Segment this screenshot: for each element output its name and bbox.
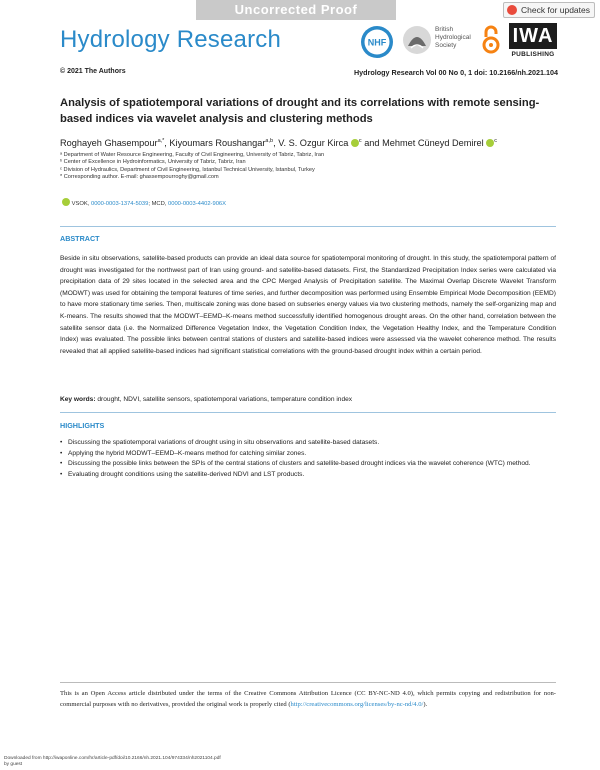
divider: [60, 682, 556, 683]
author-name[interactable]: Kiyoumars Roushangar: [169, 138, 266, 149]
orcid-link[interactable]: 0000-0003-4402-906X: [168, 201, 227, 207]
proof-banner: [196, 0, 396, 20]
divider: [60, 412, 556, 413]
open-access-icon: [482, 25, 500, 55]
affiliation-c: ᶜ Division of Hydraulics, Department of Civil Engineering, Istanbul Technical University, Istanbul, Turkey: [60, 166, 315, 173]
orcid-label: ; MCD,: [148, 201, 168, 207]
author-separator: ,: [273, 138, 279, 149]
iwa-publishing-logo: [509, 23, 557, 59]
download-footer: [4, 756, 221, 768]
author-name[interactable]: Mehmet Cüneyd Demirel: [382, 138, 484, 149]
affiliations: [60, 152, 560, 181]
abstract-text: Beside in situ observations, satellite-based products can provide an ideal data source for spatiotemporal monitoring of drought. In this study, the spatiotemporal pattern of drought was investigated for the northwest part of Iran using ground- and satellite-based datasets. First, the Standardized Precipitation Index series were calculated via precipitation data of 29 sites located in the selected area and the CPC Merged Analysis of Precipitation satellite. The Maximal Overlap Discrete Wavelet Transform (MODWT) was used for obtaining the temporal features of time series, and further decomposition was performed using Ensemble Empirical Mode Decomposition (EEMD) to have more stationary time series. Then, multiscale zoning was done based on subseries energy values via two clustering methods, namely the self-organizing map and K-means. The results showed that the MODWT–EEMD–K-means method successfully identified homogenous drought areas. On the other hand, correlation between the satellite sensor data (i.e. the Normalized Difference Vegetation Index, the Vegetation Condition Index, the Vegetation Healthy Index, and the Temperature Condition Index) was evaluated. The possible links between central stations of clusters and satellite-based indices were assessed via the wavelet coherence method. The results revealed that all applied satellite-based indices had significant statistical correlations with the ground-based drought index within a certain period.: [60, 255, 556, 355]
author-affiliation-mark: a,*: [157, 138, 165, 144]
bullet-icon: •: [60, 449, 63, 457]
author-separator: ,: [164, 138, 170, 149]
highlight-item: [60, 459, 556, 470]
bullet-icon: •: [60, 470, 63, 478]
iwa-logo-text: IWA: [509, 23, 557, 49]
bullet-icon: •: [60, 460, 63, 467]
highlight-text: Evaluating drought conditions using the satellite-derived NDVI and LST products.: [68, 470, 305, 478]
nhf-logo: [360, 25, 394, 59]
affiliation-a: ᵃ Department of Water Resource Engineering, Faculty of Civil Engineering, University of Tabriz, Tabriz, Iran: [60, 152, 325, 158]
orcid-icon: [62, 198, 70, 206]
proof-banner-label: Uncorrected Proof: [234, 2, 358, 17]
bhs-emblem-icon: [402, 24, 432, 56]
author-affiliation-mark: a,b: [265, 138, 274, 144]
author-name[interactable]: Roghayeh Ghasempour: [60, 138, 158, 149]
author-list: [60, 138, 560, 148]
keywords-label: Key words:: [60, 396, 96, 403]
crossmark-icon: [507, 5, 517, 15]
check-updates-label: Check for updates: [521, 5, 590, 15]
author-separator: and: [361, 138, 383, 149]
article-title: Analysis of spatiotemporal variations of drought and its correlations with remote sensing-based indices via wavelet analysis and clustering methods: [60, 97, 540, 125]
journal-name: Hydrology Research: [60, 26, 282, 53]
highlights-list: [60, 438, 556, 480]
highlight-item: [60, 470, 556, 481]
author-name[interactable]: V. S. Ozgur Kirca: [278, 138, 349, 149]
license-body: This is an Open Access article distributed under the terms of the Creative Commons Attribution Licence (CC BY-NC-ND 4.0), which permits copying and redistribution for non-commercial purposes with no derivatives, provided the original work is properly cited (: [60, 690, 556, 708]
bhs-line-2: Hydrological: [435, 34, 471, 41]
bullet-icon: •: [60, 439, 63, 446]
highlight-item: [60, 449, 556, 460]
copyright: © 2021 The Authors: [60, 68, 126, 75]
highlights-heading: HIGHLIGHTS: [60, 421, 105, 430]
license-end: ).: [423, 701, 428, 708]
orcid-label: VSOK,: [71, 201, 91, 207]
download-guest-line: by guest: [4, 762, 23, 767]
highlight-text: Applying the hybrid MODWT–EEMD–K-means method for catching similar zones.: [68, 449, 307, 457]
orcid-line: [62, 198, 226, 207]
affiliation-b: ᵇ Center of Excellence in Hydroinformatics, University of Tabriz, Tabriz, Iran: [60, 159, 246, 166]
author-affiliation-mark: c: [358, 138, 362, 144]
abstract-heading: ABSTRACT: [60, 234, 100, 243]
bhs-logo: [402, 24, 474, 58]
highlight-item: [60, 438, 556, 449]
download-url-line: Downloaded from http://iwaponline.com/hr/article-pdf/doi/10.2166/nh.2021.104/974334/nh2021104.pdf: [4, 756, 221, 761]
orcid-link[interactable]: 0000-0003-1374-5039: [90, 201, 149, 207]
check-updates-button[interactable]: [503, 2, 595, 18]
corresponding-author: * Corresponding author. E-mail: ghassempourroghy@gmail.com: [60, 173, 219, 180]
orcid-icon[interactable]: [351, 139, 359, 147]
iwa-logo-subtext: PUBLISHING: [511, 51, 555, 58]
keywords-list: drought, NDVI, satellite sensors, spatiotemporal variations, temperature condition index: [95, 396, 353, 403]
license-link[interactable]: http://creativecommons.org/licenses/by-nc-nd/4.0/: [290, 701, 424, 708]
author-affiliation-mark: c: [494, 138, 498, 144]
keywords: [60, 396, 556, 403]
citation: Hydrology Research Vol 00 No 0, 1 doi: 10.2166/nh.2021.104: [353, 68, 558, 77]
nhf-logo-text: NHF: [367, 37, 387, 48]
divider: [60, 226, 556, 227]
bhs-line-1: British: [435, 26, 454, 33]
highlight-text: Discussing the possible links between the SPIs of the central stations of clusters and satellite-based drought indices via the wavelet coherence (WTC) method.: [68, 460, 531, 467]
bhs-line-3: Society: [435, 42, 457, 49]
license-text: [60, 688, 556, 710]
highlight-text: Discussing the spatiotemporal variations of drought using in situ observations and satellite-based datasets.: [68, 439, 380, 446]
